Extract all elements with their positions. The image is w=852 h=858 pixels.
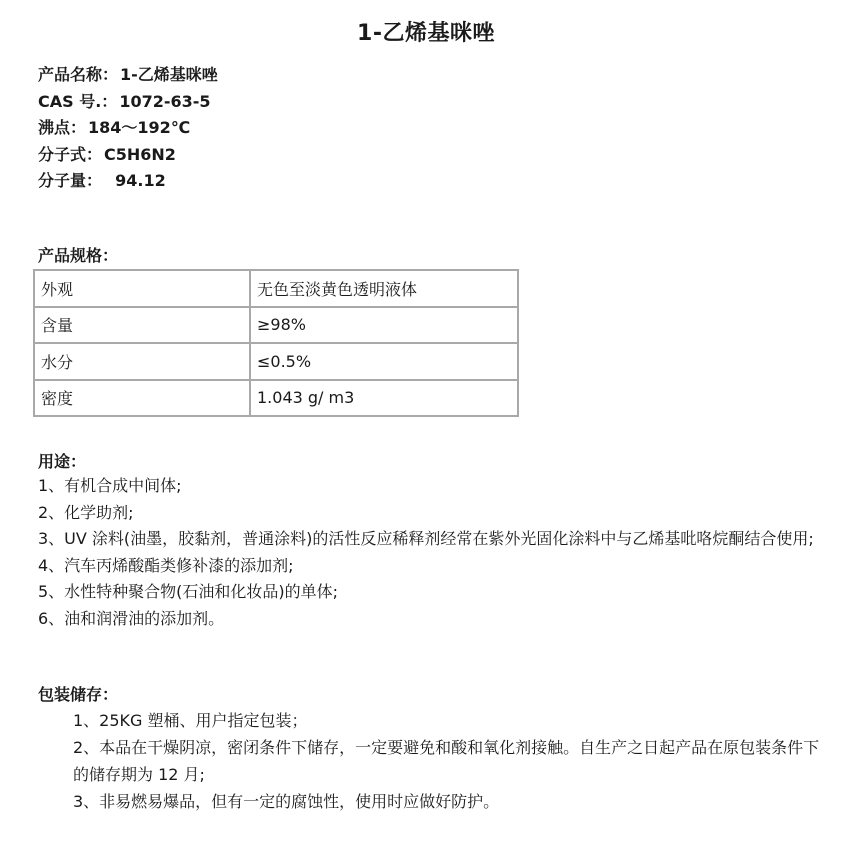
uses-heading: 用途： [38, 452, 87, 471]
info-value: 1-乙烯基咪唑 [120, 65, 218, 84]
spec-key: 外观 [34, 270, 250, 307]
list-item: 1、有机合成中间体; [38, 476, 182, 495]
list-item: 2、本品在干燥阴凉，密闭条件下储存，一定要避免和酸和氧化剂接触。自生产之日起产品在原包装条件下的储存期为 12 月; [73, 738, 820, 784]
spec-key: 密度 [34, 380, 250, 417]
spec-value: 无色至淡黄色透明液体 [250, 270, 518, 307]
spec-value: ≤0.5% [250, 343, 518, 380]
page-title: 1-乙烯基咪唑 [357, 21, 495, 46]
packaging-list [73, 707, 833, 815]
info-row-cas [38, 89, 218, 116]
list-item: 2、化学助剂; [38, 502, 134, 522]
spec-value: ≥98% [250, 307, 518, 344]
info-label: 分子式： [38, 144, 103, 164]
info-value: C5H6N2 [104, 144, 176, 164]
info-value: 94.12 [104, 171, 166, 190]
list-item: 5、水性特种聚合物(石油和化妆品)的单体; [38, 582, 339, 601]
spec-value: 1.043 g/ m3 [250, 380, 518, 417]
table-row [34, 270, 518, 307]
info-row-name [38, 62, 218, 89]
list-item: 1、25KG 塑桶、用户指定包装； [73, 711, 308, 730]
info-label: 沸点： [38, 118, 87, 137]
info-label: 分子量： [38, 171, 103, 190]
spec-key: 含量 [34, 307, 250, 344]
uses-list [38, 473, 830, 632]
table-row [34, 343, 518, 380]
table-row [34, 380, 518, 417]
info-label: CAS 号.： [38, 91, 118, 111]
info-row-formula [38, 142, 218, 169]
spec-key: 水分 [34, 343, 250, 380]
info-row-molecular-weight [38, 168, 218, 195]
product-info [38, 62, 218, 195]
list-item: 3、UV 涂料(油墨，胶黏剂，普通涂料)的活性反应稀释剂经常在紫外光固化涂料中与乙烯基吡咯烷酮结合使用; [38, 529, 814, 548]
info-value: 1072-63-5 [119, 91, 211, 111]
list-item: 4、汽车丙烯酸酯类修补漆的添加剂; [38, 555, 294, 575]
table-row [34, 307, 518, 344]
list-item: 6、油和润滑油的添加剂。 [38, 608, 225, 628]
list-item: 3、非易燃易爆品，但有一定的腐蚀性，使用时应做好防护。 [73, 792, 500, 811]
packaging-heading: 包装储存： [38, 685, 119, 704]
spec-heading: 产品规格： [38, 246, 119, 265]
info-row-boiling-point [38, 115, 218, 142]
info-label: 产品名称： [38, 65, 119, 84]
info-value: 184～192℃ [88, 118, 191, 137]
spec-table [33, 269, 519, 417]
